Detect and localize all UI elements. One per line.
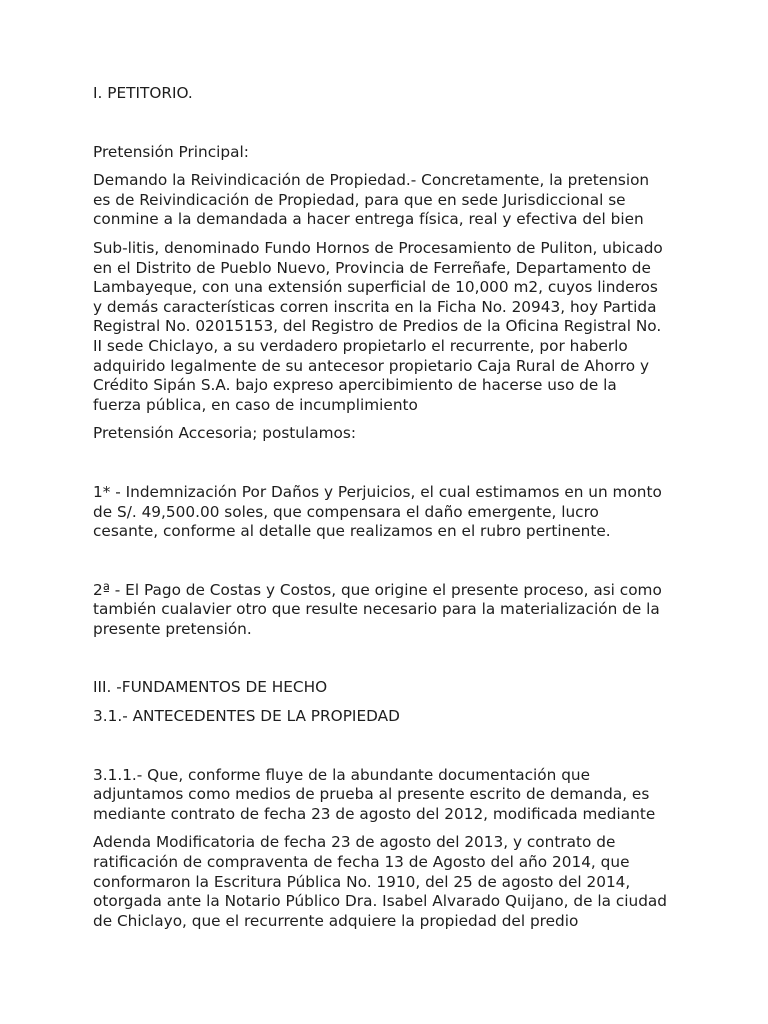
paragraph-sublitis: Sub-litis, denominado Fundo Hornos de Procesamiento de Puliton, ubicado en el Distrito de Pueblo Nuevo, Provincia de Ferreñafe, Departamento de Lambayeque, con una extensión superficial de 10,000 m2, cuyos linderos y demás características corren inscrita en la Ficha No. 20943, hoy Partida Registral No. 02015153, del Registro de Predios de la Oficina Registral No. II sede Chiclayo, a su verdadero propietarlo el recurrente, por haberlo adquirido legalmente de su antecesor propietario Caja Rural de Ahorro y Crédito Sipán S.A. bajo expreso apercibimiento de hacerse uso de la fuerza pública, en caso de incumplimiento — [93, 238, 663, 414]
pretension-principal-label: Pretensión Principal: — [93, 142, 249, 161]
item-1-indemnizacion: 1* - Indemnización Por Daños y Perjuicios, el cual estimamos en un monto de S/. 49,500.00 soles, que compensara el daño emergente, lucro cesante, conforme al detalle que realizamos en el rubro pertinente. — [93, 482, 662, 541]
paragraph-demando: Demando la Reivindicación de Propiedad.- Concretamente, la pretension es de Reivindicación de Propiedad, para que en sede Jurisdiccional se conmine a la demandada a hacer entrega física, real y efectiva del bien — [93, 171, 650, 229]
paragraph-3-1-1: 3.1.1.- Que, conforme fluye de la abundante documentación que adjuntamos como medios de prueba al presente escrito de demanda, es mediante contrato de fecha 23 de agosto del 2012, modificada mediante — [93, 765, 656, 823]
document-page — [93, 84, 683, 931]
item-2-costas: 2ª - El Pago de Costas y Costos, que origine el presente proceso, asi como también cualavier otro que resulte necesario para la materialización de la presente pretensión. — [93, 580, 662, 638]
paragraph-adenda: Adenda Modificatoria de fecha 23 de agosto del 2013, y contrato de ratificación de compraventa de fecha 13 de Agosto del año 2014, que conformaron la Escritura Pública No. 1910, del 25 de agosto del 2014, otorgada ante la Notario Público Dra. Isabel Alvarado Quijano, de la ciudad de Chiclayo, que el recurrente adquiere la propiedad del predio — [93, 833, 668, 930]
pretension-accesoria-label: Pretensión Accesoria; postulamos: — [93, 424, 356, 443]
heading-antecedentes: 3.1.- ANTECEDENTES DE LA PROPIEDAD — [93, 707, 400, 726]
heading-petitorio: I. PETITORIO. — [93, 84, 193, 102]
heading-fundamentos: III. -FUNDAMENTOS DE HECHO — [93, 678, 328, 697]
